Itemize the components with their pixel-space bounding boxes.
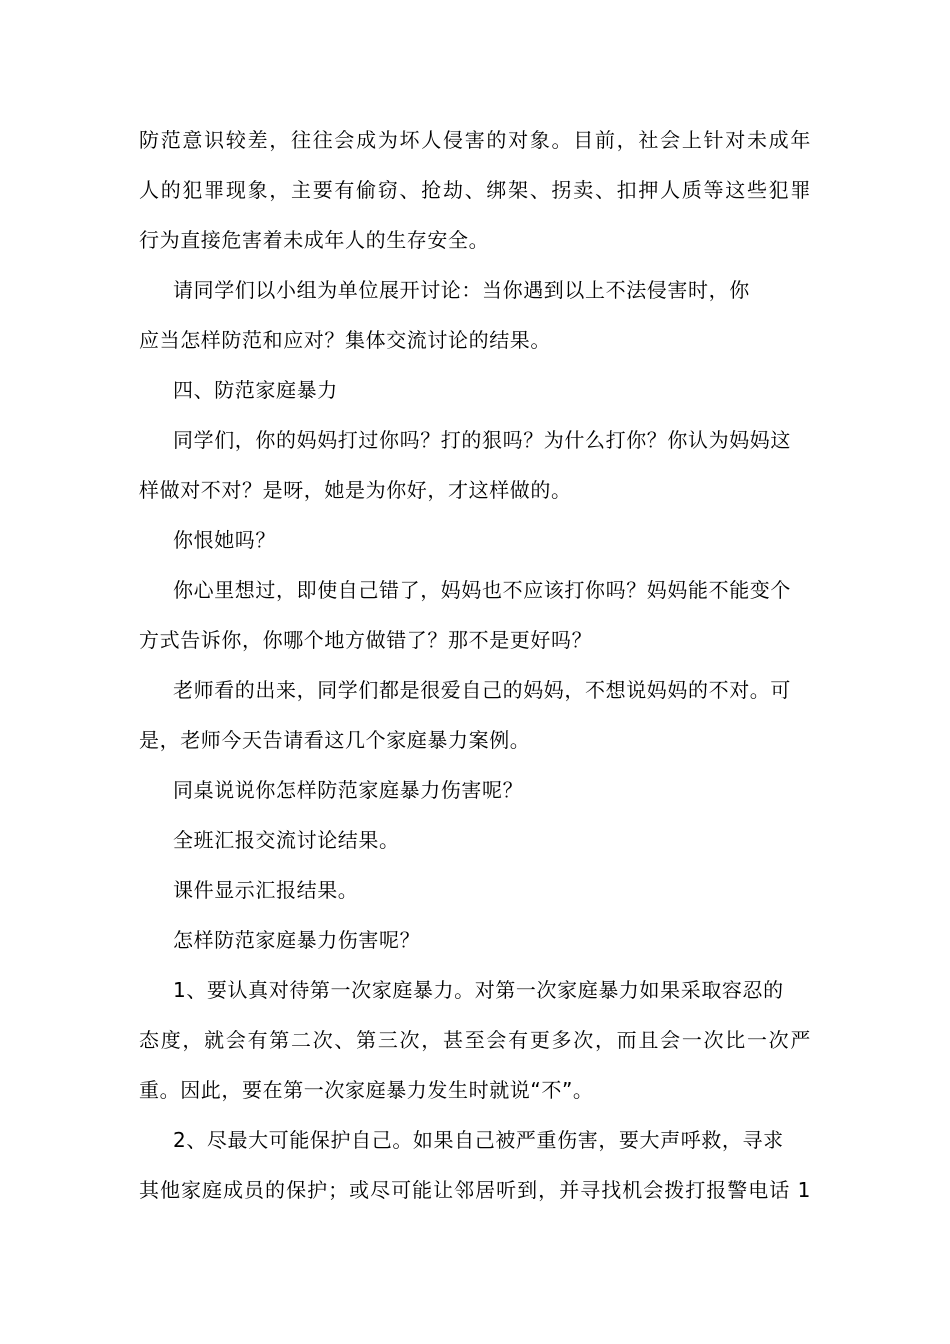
text-line: 是，老师今天告请看这几个家庭暴力案例。 bbox=[139, 728, 531, 752]
text-line: 应当怎样防范和应对？集体交流讨论的结果。 bbox=[139, 328, 551, 352]
text-line: 其他家庭成员的保护；或尽可能让邻居听到，并寻找机会拨打报警电话 1 bbox=[139, 1178, 811, 1202]
text-line: 同桌说说你怎样防范家庭暴力伤害呢？ bbox=[173, 778, 524, 802]
text-line: 老师看的出来，同学们都是很爱自己的妈妈，不想说妈妈的不对。可 bbox=[173, 678, 791, 702]
text-line: 态度，就会有第二次、第三次，甚至会有更多次，而且会一次比一次严 bbox=[139, 1028, 811, 1052]
text-line: 课件显示汇报结果。 bbox=[173, 878, 359, 902]
text-line: 样做对不对？是呀，她是为你好，才这样做的。 bbox=[139, 478, 572, 502]
text-line: 2、尽最大可能保护自己。如果自己被严重伤害，要大声呼救，寻求 bbox=[173, 1128, 784, 1152]
section-heading: 四、防范家庭暴力 bbox=[173, 378, 338, 402]
text-line: 请同学们以小组为单位展开讨论：当你遇到以上不法侵害时，你 bbox=[173, 278, 750, 302]
text-line: 人的犯罪现象，主要有偷窃、抢劫、绑架、拐卖、扣押人质等这些犯罪 bbox=[139, 178, 811, 202]
text-line: 方式告诉你，你哪个地方做错了？那不是更好吗？ bbox=[139, 628, 593, 652]
text-line: 怎样防范家庭暴力伤害呢？ bbox=[173, 928, 421, 952]
text-line: 同学们，你的妈妈打过你吗？打的狠吗？为什么打你？你认为妈妈这 bbox=[173, 428, 791, 452]
text-line: 行为直接危害着未成年人的生存安全。 bbox=[139, 228, 490, 252]
text-line: 重。因此，要在第一次家庭暴力发生时就说“不”。 bbox=[139, 1078, 594, 1102]
text-line: 防范意识较差，往往会成为坏人侵害的对象。目前，社会上针对未成年 bbox=[139, 128, 811, 152]
text-line: 1、要认真对待第一次家庭暴力。对第一次家庭暴力如果采取容忍的 bbox=[173, 978, 784, 1002]
text-line: 你恨她吗？ bbox=[173, 528, 276, 552]
text-line: 你心里想过，即使自己错了，妈妈也不应该打你吗？妈妈能不能变个 bbox=[173, 578, 791, 602]
text-line: 全班汇报交流讨论结果。 bbox=[173, 828, 400, 852]
